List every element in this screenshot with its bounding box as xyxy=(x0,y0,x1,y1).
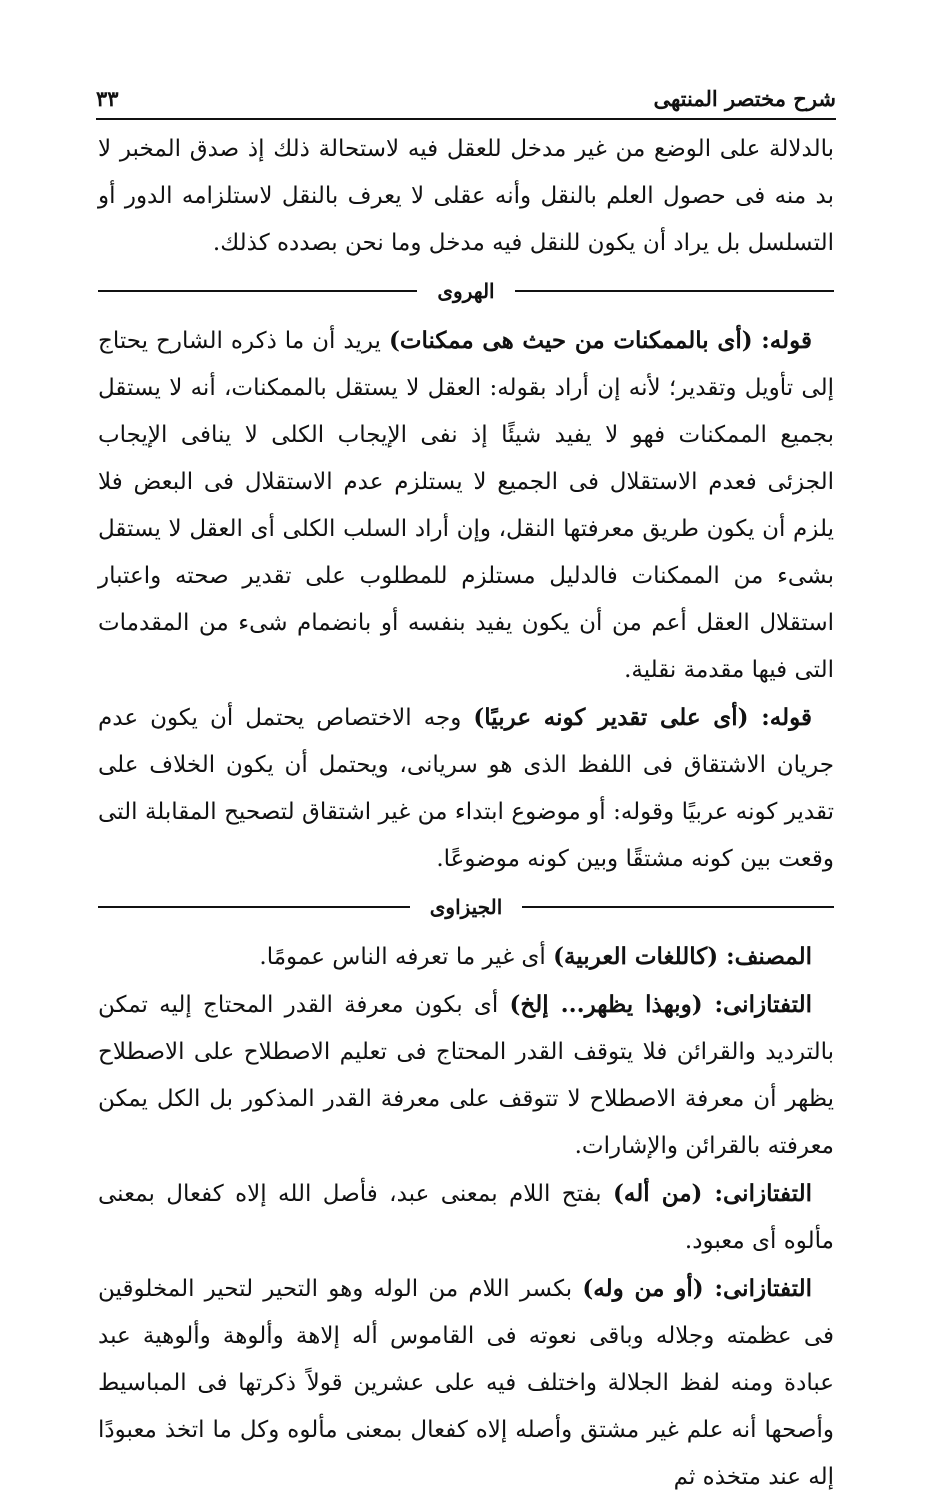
section-divider-jizawi xyxy=(98,885,834,929)
quoted-lemma: التفتازانى: (وبهذا يظهر... إلخ) xyxy=(509,991,812,1018)
divider-line xyxy=(98,290,417,292)
paragraph-text: بكسر اللام من الوله وهو التحير لتحير المخلوقين فى عظمته وجلاله وباقى نعوته فى القاموس أله إلاهة وألوهة وألوهية عبد عبادة ومنه لفظ الجلالة واختلف فيه على عشرين قولاً ذكرتها فى المباسيط وأصحها أنه علم غير مشتق وأصله إلاه كفعال بمعنى مألوه وكل ما اتخذ معبودًا إله عند متخذه ثم xyxy=(98,1276,834,1490)
paragraph-text: يريد أن ما ذكره الشارح يحتاج إلى تأويل وتقدير؛ لأنه إن أراد بقوله: العقل لا يستقل بالممكنات، أنه لا يستقل بجميع الممكنات فهو لا يفيد شيئًا إذ نفى الإيجاب الكلى لا ينافى الإيجاب الجزئى فعدم الاستقلال فى الجميع لا يستلزم عدم الاستقلال فى البعض فلا يلزم أن يكون طريق معرفتها النقل، وإن أراد السلب الكلى أى العقل لا يستقل بشىء من الممكنات فالدليل مستلزم للمطلوب على تقدير صحته واعتبار استقلال العقل أعم من أن يكون يفيد بنفسه أو بانضمام شىء من المقدمات التى فيها مقدمة نقلية. xyxy=(98,328,834,683)
commentary-paragraph xyxy=(98,1265,834,1501)
paragraph-text: أى بكون معرفة القدر المحتاج إليه تمكن بالترديد والقرائن فلا يتوقف القدر المحتاج فى تعليم الاصطلاح على الاصطلاح يظهر أن معرفة الاصطلاح لا تتوقف على معرفة القدر المذكور بل الكل يمكن معرفته بالقرائن والإشارات. xyxy=(98,992,834,1159)
paragraph-continuation xyxy=(98,126,834,267)
quoted-lemma: قوله: (أى على تقدير كونه عربيًا) xyxy=(473,704,813,731)
quoted-lemma: التفتازانى: (من أله) xyxy=(613,1180,812,1207)
page-number: ٣٣ xyxy=(96,86,119,111)
section-heading: الهروى xyxy=(437,278,495,303)
quoted-lemma: المصنف: (كاللغات العربية) xyxy=(553,943,812,970)
page-header xyxy=(96,84,836,120)
commentary-paragraph xyxy=(98,981,834,1170)
quoted-lemma: التفتازانى: (أو من وله) xyxy=(582,1275,812,1302)
paragraph-text: بفتح اللام بمعنى عبد، فأصل الله إلاه كفعال بمعنى مألوه أى معبود. xyxy=(98,1181,834,1254)
paragraph-text: أى غير ما تعرفه الناس عمومًا. xyxy=(259,944,554,970)
paragraph-text: بالدلالة على الوضع من غير مدخل للعقل فيه لاستحالة ذلك إذ صدق المخبر لا بد منه فى حصول العلم بالنقل وأنه عقلى لا يعرف بالنقل لاستلزامه الدور أو التسلسل بل يراد أن يكون للنقل فيه مدخل وما نحن بصدده كذلك. xyxy=(98,136,834,256)
paragraph-text: وجه الاختصاص يحتمل أن يكون عدم جريان الاشتقاق فى اللفظ الذى هو سريانى، ويحتمل أن يكون الخلاف على تقدير كونه عربيًا وقوله: أو موضوع ابتداء من غير اشتقاق لتصحيح المقابلة التى وقعت بين كونه مشتقًا وبين كونه موضوعًا. xyxy=(98,705,834,872)
divider-line xyxy=(98,906,410,908)
running-title: شرح مختصر المنتهى xyxy=(653,86,836,111)
body-text xyxy=(98,126,834,1501)
commentary-paragraph xyxy=(98,317,834,694)
divider-line xyxy=(522,906,834,908)
section-divider-harawi xyxy=(98,269,834,313)
quoted-lemma: قوله: (أى بالممكنات من حيث هى ممكنات) xyxy=(388,327,812,354)
divider-line xyxy=(515,290,834,292)
commentary-paragraph xyxy=(98,933,834,981)
commentary-paragraph xyxy=(98,694,834,883)
commentary-paragraph xyxy=(98,1170,834,1265)
section-heading: الجيزاوى xyxy=(429,894,503,919)
